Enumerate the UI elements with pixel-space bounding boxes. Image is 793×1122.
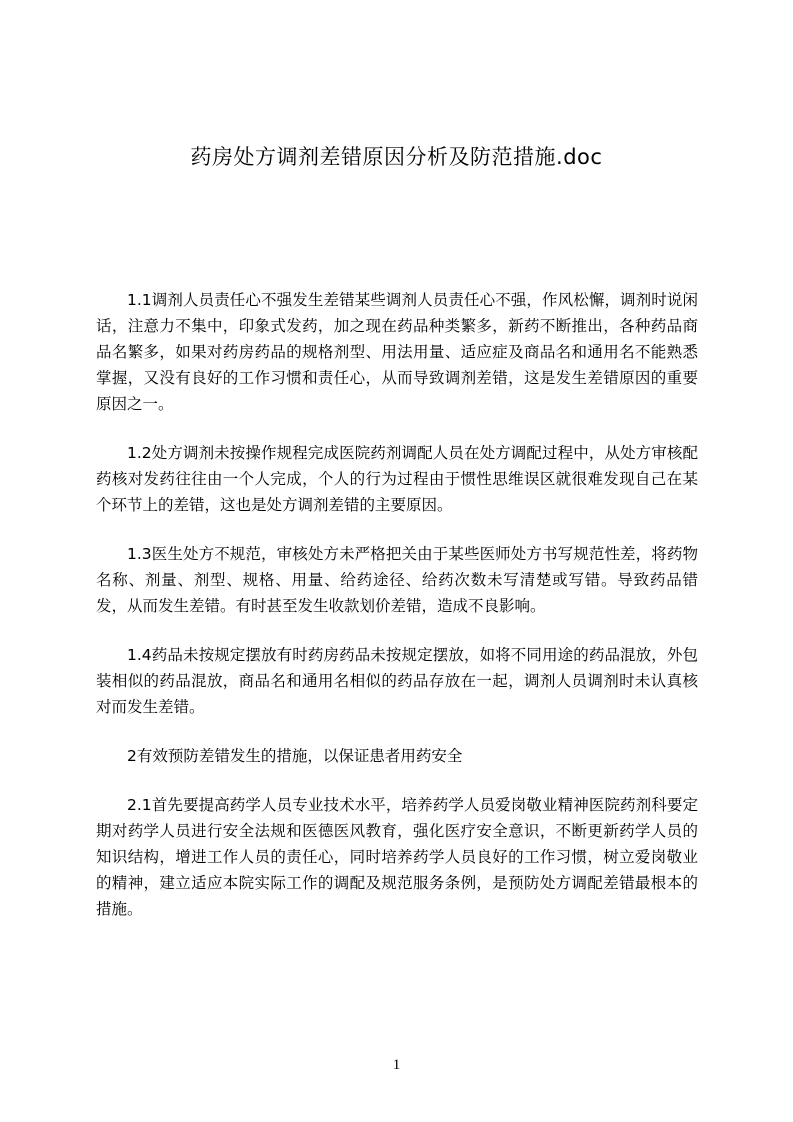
document-body — [96, 287, 698, 945]
paragraph-1-4: 1.4药品未按规定摆放有时药房药品未按规定摆放，如将不同用途的药品混放，外包装相似的药品混放，商品名和通用名相似的药品存放在一起，调剂人员调剂时未认真核对而发生差错。 — [96, 646, 698, 716]
section-heading-2: 2有效预防差错发生的措施，以保证患者用药安全 — [127, 747, 463, 765]
paragraph-1-2: 1.2处方调剂未按操作规程完成医院药剂调配人员在处方调配过程中，从处方审核配药核对发药往往由一个人完成，个人的行为过程由于惯性思维误区就很难发现自己在某个环节上的差错，这也是处方调剂差错的主要原因。 — [96, 444, 698, 514]
page-number: 1 — [392, 1057, 401, 1073]
document-title: 药房处方调剂差错原因分析及防范措施.doc — [190, 145, 603, 169]
paragraph-2-1: 2.1首先要提高药学人员专业技术水平，培养药学人员爱岗敬业精神医院药剂科要定期对药学人员进行安全法规和医德医风教育，强化医疗安全意识，不断更新药学人员的知识结构，增进工作人员的责任心，同时培养药学人员良好的工作习惯，树立爱岗敬业的精神，建立适应本院实际工作的调配及规范服务条例，是预防处方调配差错最根本的措施。 — [96, 796, 698, 918]
paragraph-1-3: 1.3医生处方不规范，审核处方未严格把关由于某些医师处方书写规范性差，将药物名称、剂量、剂型、规格、用量、给药途径、给药次数未写清楚或写错。导致药品错发，从而发生差错。有时甚至发生收款划价差错，造成不良影响。 — [96, 545, 698, 615]
paragraph-1-1: 1.1调剂人员责任心不强发生差错某些调剂人员责任心不强，作风松懈，调剂时说闲话，注意力不集中，印象式发药，加之现在药品种类繁多，新药不断推出，各种药品商品名繁多，如果对药房药品的规格剂型、用法用量、适应症及商品名和通用名不能熟悉掌握，又没有良好的工作习惯和责任心，从而导致调剂差错，这是发生差错原因的重要原因之一。 — [96, 291, 698, 413]
